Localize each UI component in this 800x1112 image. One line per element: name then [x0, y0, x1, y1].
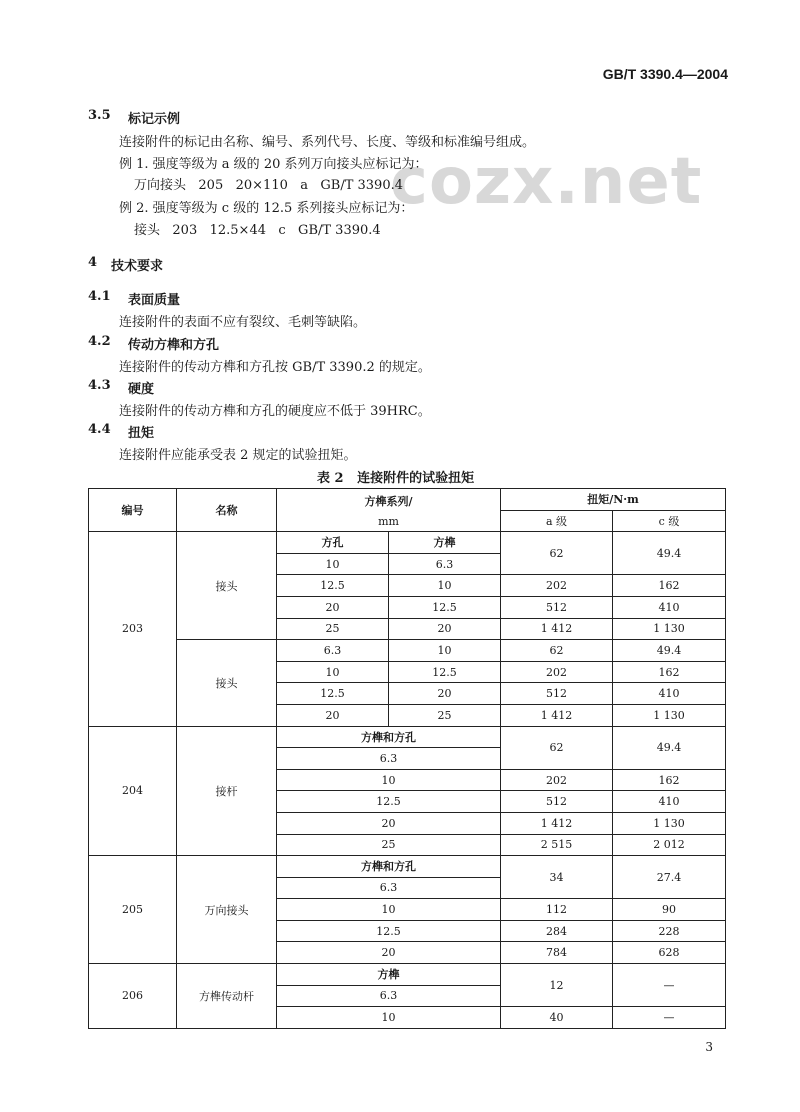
torque-c: 2 012 — [613, 834, 726, 856]
header-series — [277, 489, 501, 532]
cell-value: 12.5 — [277, 683, 389, 705]
cell-value: 12.5 — [277, 920, 501, 942]
name-204: 接杆 — [177, 726, 277, 856]
torque-c: 1 130 — [613, 704, 726, 726]
torque-c: 410 — [613, 596, 726, 618]
table-row — [89, 856, 726, 878]
cell-value: 10 — [277, 899, 501, 921]
cell-value: 20 — [277, 596, 389, 618]
torque-c: 228 — [613, 920, 726, 942]
torque-a: 1 412 — [501, 812, 613, 834]
code-206: 206 — [89, 964, 177, 1029]
cell-value: 6.3 — [277, 985, 501, 1007]
torque-c: 49.4 — [613, 726, 726, 769]
section-4-4-number: 4.4 — [88, 422, 111, 437]
torque-c: 162 — [613, 661, 726, 683]
table-row — [89, 964, 726, 986]
header-grade-c: c 级 — [613, 510, 726, 532]
cell-value: 10 — [389, 575, 501, 597]
section-4-2-number: 4.2 — [88, 334, 111, 349]
header-series-line2: mm — [378, 514, 399, 528]
subheader-square-drive: 方榫 — [277, 964, 501, 986]
cell-value: 25 — [277, 618, 389, 640]
torque-c: 162 — [613, 575, 726, 597]
torque-a: 202 — [501, 661, 613, 683]
name-206: 方榫传动杆 — [177, 964, 277, 1029]
section-4-4-text: 连接附件应能承受表 2 规定的试验扭矩。 — [119, 448, 357, 463]
cell-value: 12.5 — [277, 575, 389, 597]
cell-value: 12.5 — [389, 661, 501, 683]
cell-value: 20 — [277, 812, 501, 834]
code-204: 204 — [89, 726, 177, 856]
torque-a: 2 515 — [501, 834, 613, 856]
page-number: 3 — [705, 1040, 713, 1054]
cell-value: 6.3 — [277, 640, 389, 662]
cell-value: 10 — [277, 553, 389, 575]
subheader-drive-and-hole: 方榫和方孔 — [277, 856, 501, 878]
cell-value: 20 — [389, 683, 501, 705]
torque-c: — — [613, 1007, 726, 1029]
section-4-title: 技术要求 — [111, 259, 164, 274]
header-torque: 扭矩/N·m — [501, 489, 726, 511]
table-caption: 表 2 连接附件的试验扭矩 — [317, 471, 475, 486]
section-4-2-text: 连接附件的传动方榫和方孔按 GB/T 3390.2 的规定。 — [119, 360, 431, 375]
cell-value: 25 — [389, 704, 501, 726]
torque-table — [88, 488, 726, 1029]
section-4-4-title: 扭矩 — [128, 426, 155, 441]
subheader-square-hole: 方孔 — [277, 532, 389, 554]
torque-a: 284 — [501, 920, 613, 942]
section-4-2-title: 传动方榫和方孔 — [128, 338, 220, 353]
torque-c: 49.4 — [613, 532, 726, 575]
code-203: 203 — [89, 532, 177, 726]
torque-a: 112 — [501, 899, 613, 921]
cell-value: 25 — [277, 834, 501, 856]
section-4-3-text: 连接附件的传动方榫和方孔的硬度应不低于 39HRC。 — [119, 404, 431, 419]
cell-value: 6.3 — [277, 748, 501, 770]
cell-value: 20 — [389, 618, 501, 640]
torque-a: 62 — [501, 640, 613, 662]
name-205: 万向接头 — [177, 856, 277, 964]
header-series-line1: 方榫系列/ — [364, 494, 413, 508]
cell-value: 6.3 — [389, 553, 501, 575]
torque-c: 1 130 — [613, 812, 726, 834]
torque-c: 162 — [613, 769, 726, 791]
table-row — [89, 532, 726, 554]
subheader-drive-and-hole: 方榫和方孔 — [277, 726, 501, 748]
section-3-5-title: 标记示例 — [128, 112, 181, 127]
torque-a: 202 — [501, 769, 613, 791]
section-3-5-number: 3.5 — [88, 108, 111, 123]
cell-value: 10 — [277, 661, 389, 683]
torque-c: 90 — [613, 899, 726, 921]
torque-a: 512 — [501, 791, 613, 813]
header-grade-a: a 级 — [501, 510, 613, 532]
standard-code: GB/T 3390.4—2004 — [602, 66, 728, 82]
torque-a: 62 — [501, 726, 613, 769]
torque-a: 40 — [501, 1007, 613, 1029]
torque-a: 34 — [501, 856, 613, 899]
torque-a: 512 — [501, 596, 613, 618]
cell-value: 20 — [277, 942, 501, 964]
name-203-b: 接头 — [177, 640, 277, 726]
example-2-description: 例 2. 强度等级为 c 级的 12.5 系列接头应标记为： — [119, 201, 414, 216]
torque-a: 1 412 — [501, 618, 613, 640]
torque-c: 27.4 — [613, 856, 726, 899]
section-4-1-number: 4.1 — [88, 289, 111, 304]
torque-c: 410 — [613, 683, 726, 705]
section-4-3-title: 硬度 — [128, 382, 155, 397]
section-4-1-title: 表面质量 — [128, 293, 181, 308]
section-3-5-text: 连接附件的标记由名称、编号、系列代号、长度、等级和标准编号组成。 — [119, 135, 536, 150]
code-205: 205 — [89, 856, 177, 964]
cell-value: 10 — [389, 640, 501, 662]
section-4-3-number: 4.3 — [88, 378, 111, 393]
example-1-mark: 万向接头 205 20×110 a GB/T 3390.4 — [134, 178, 404, 193]
section-4-number: 4 — [88, 255, 98, 270]
torque-c: 49.4 — [613, 640, 726, 662]
example-1-description: 例 1. 强度等级为 a 级的 20 系列万向接头应标记为： — [119, 157, 428, 172]
torque-a: 512 — [501, 683, 613, 705]
watermark: cozx.net — [390, 145, 703, 219]
cell-value: 10 — [277, 1007, 501, 1029]
example-2-mark: 接头 203 12.5×44 c GB/T 3390.4 — [134, 223, 381, 238]
torque-a: 202 — [501, 575, 613, 597]
torque-c: 410 — [613, 791, 726, 813]
table-row — [89, 726, 726, 748]
name-203-a: 接头 — [177, 532, 277, 640]
torque-a: 784 — [501, 942, 613, 964]
cell-value: 10 — [277, 769, 501, 791]
cell-value: 6.3 — [277, 877, 501, 899]
table-header-row — [89, 489, 726, 511]
subheader-square-drive: 方榫 — [389, 532, 501, 554]
table-row — [89, 640, 726, 662]
header-name: 名称 — [177, 489, 277, 532]
header-code: 编号 — [89, 489, 177, 532]
cell-value: 12.5 — [389, 596, 501, 618]
torque-c: — — [613, 964, 726, 1007]
torque-a: 62 — [501, 532, 613, 575]
cell-value: 12.5 — [277, 791, 501, 813]
cell-value: 20 — [277, 704, 389, 726]
torque-a: 12 — [501, 964, 613, 1007]
section-4-1-text: 连接附件的表面不应有裂纹、毛刺等缺陷。 — [119, 315, 367, 330]
torque-a: 1 412 — [501, 704, 613, 726]
torque-c: 1 130 — [613, 618, 726, 640]
torque-c: 628 — [613, 942, 726, 964]
